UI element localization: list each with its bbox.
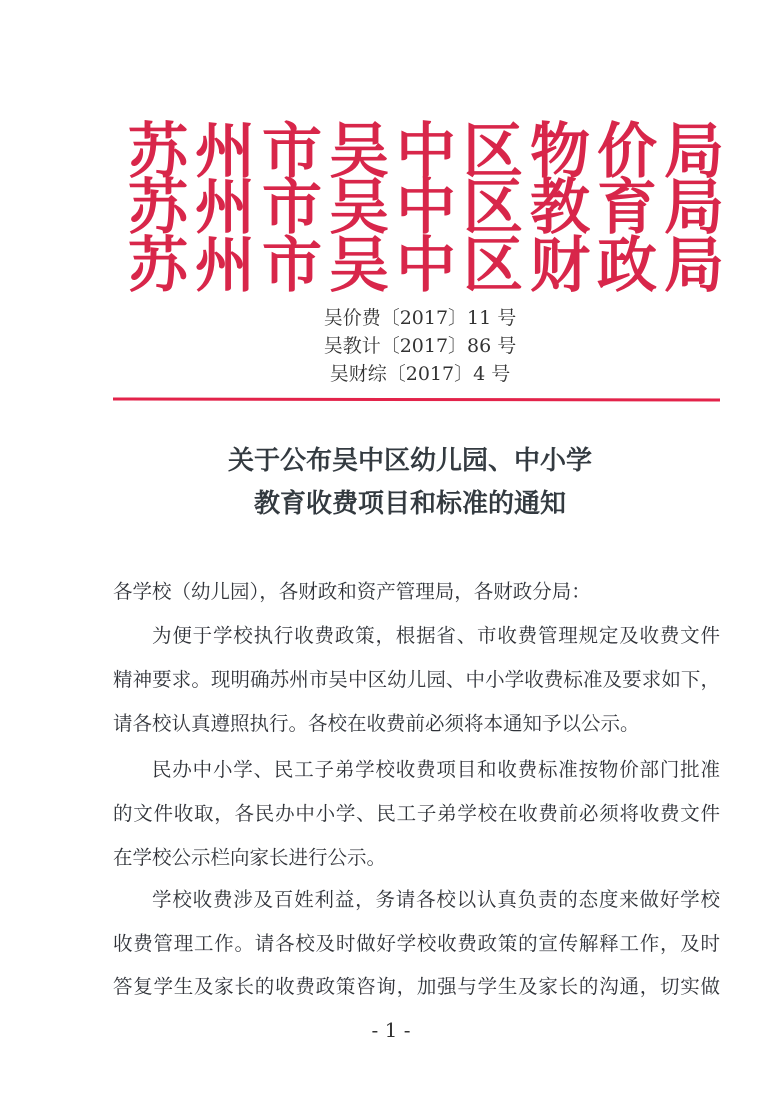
org-name-char: 中: [396, 173, 456, 243]
paragraph-3-line: 学校收费涉及百姓利益，务请各校以认真负责的态度来做好学校: [152, 888, 720, 911]
org-name-char: 市: [262, 117, 322, 187]
org-education-bureau: [128, 173, 724, 243]
org-name-char: 区: [463, 173, 523, 243]
org-name-char: 市: [262, 231, 322, 301]
org-name-char: 中: [396, 117, 456, 187]
paragraph-1-line: 为便于学校执行收费政策，根据省、市收费管理规定及收费文件: [152, 624, 720, 647]
paragraph-1-line: 请各校认真遵照执行。各校在收费前必须将本通知予以公示。: [113, 712, 640, 735]
org-name-char: 财: [530, 231, 590, 301]
org-name-char: 局: [664, 173, 724, 243]
paragraph-1-line: 精神要求。现明确苏州市吴中区幼儿园、中小学收费标准及要求如下，: [113, 668, 720, 691]
doc-number-finance: 吴财综〔2017〕4 号: [329, 363, 511, 385]
org-name-char: 局: [664, 231, 724, 301]
red-divider: [113, 397, 720, 401]
org-name-char: 政: [597, 231, 657, 301]
org-name-char: 苏: [128, 231, 188, 301]
org-name-char: 吴: [329, 231, 389, 301]
paragraph-2-line: 的文件收取，各民办中小学、民工子弟学校在收费前必须将收费文件: [113, 802, 720, 825]
org-name-char: 区: [463, 231, 523, 301]
org-name-char: 州: [195, 231, 255, 301]
org-name-char: 物: [530, 117, 590, 187]
org-name-char: 州: [195, 117, 255, 187]
org-finance-bureau: [128, 231, 724, 301]
org-name-char: 市: [262, 173, 322, 243]
doc-title-line-2: 教育收费项目和标准的通知: [253, 489, 566, 519]
salutation: 各学校（幼儿园），各财政和资产管理局，各财政分局：: [113, 580, 591, 603]
paragraph-3-line: 答复学生及家长的收费政策咨询，加强与学生及家长的沟通，切实做: [113, 975, 720, 998]
org-name-char: 苏: [128, 117, 188, 187]
doc-number-education: 吴教计〔2017〕86 号: [323, 335, 517, 357]
org-name-char: 州: [195, 173, 255, 243]
paragraph-2-line: 在学校公示栏向家长进行公示。: [113, 846, 387, 869]
org-name-char: 中: [396, 231, 456, 301]
paragraph-2-line: 民办中小学、民工子弟学校收费项目和收费标准按物价部门批准: [152, 758, 720, 781]
org-name-char: 苏: [128, 173, 188, 243]
org-name-char: 教: [530, 173, 590, 243]
doc-number-price: 吴价费〔2017〕11 号: [323, 307, 517, 329]
doc-title-line-1: 关于公布吴中区幼儿园、中小学: [227, 446, 592, 476]
org-name-char: 区: [463, 117, 523, 187]
org-name-char: 价: [597, 117, 657, 187]
org-name-char: 吴: [329, 117, 389, 187]
page-number: - 1 -: [371, 1018, 411, 1042]
paragraph-3-line: 收费管理工作。请各校及时做好学校收费政策的宣传解释工作，及时: [113, 932, 720, 955]
org-name-char: 吴: [329, 173, 389, 243]
org-name-char: 育: [597, 173, 657, 243]
org-name-char: 局: [664, 117, 724, 187]
